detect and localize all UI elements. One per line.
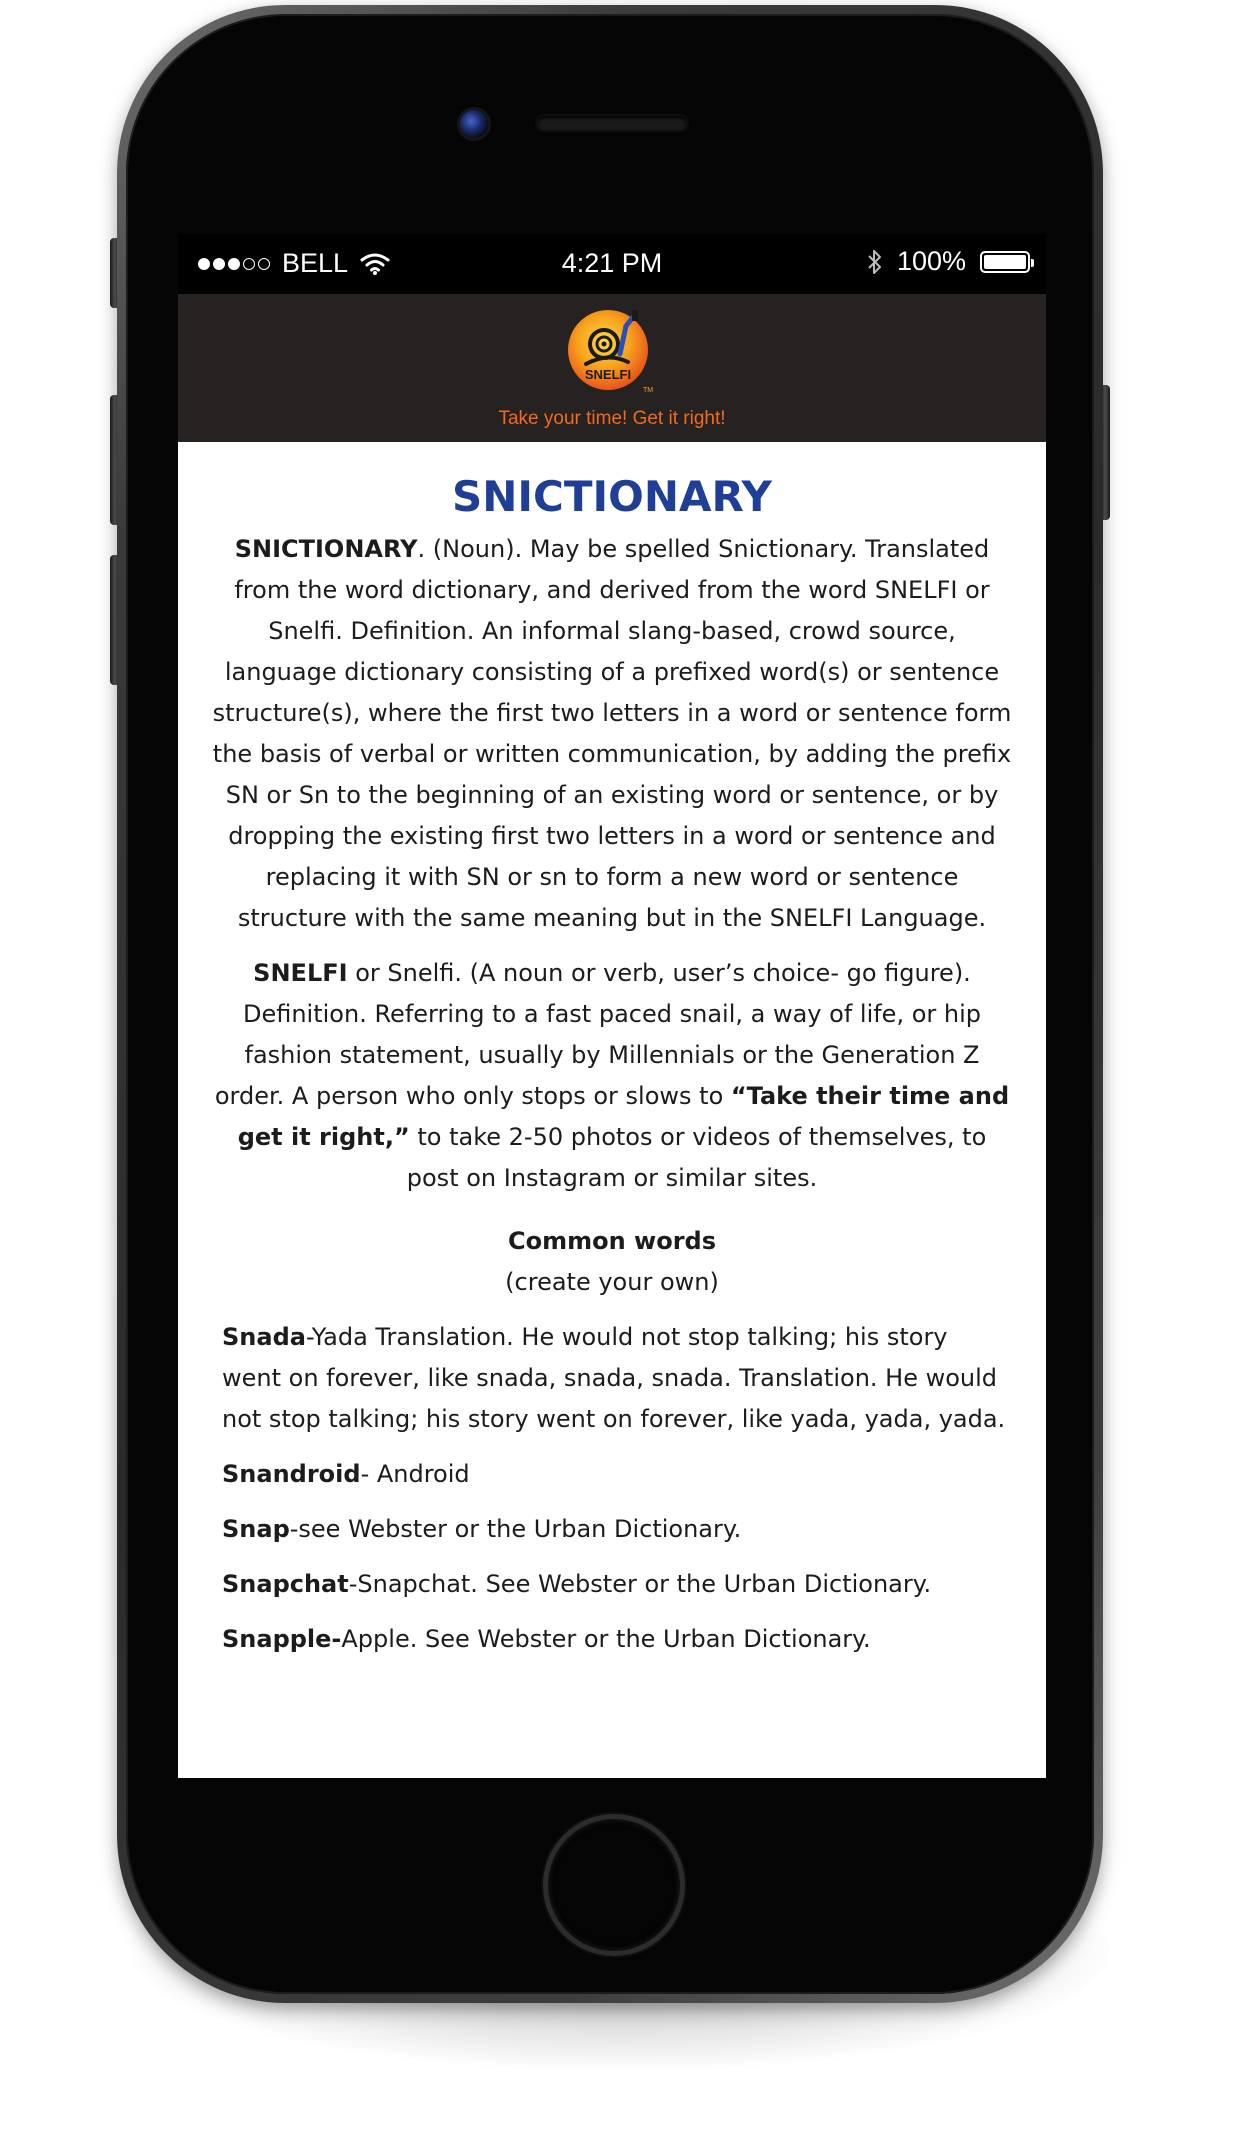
status-bar (178, 234, 1046, 294)
status-time: 4:21 PM (561, 248, 663, 278)
list-item (222, 1317, 1006, 1440)
carrier-label: BELL (282, 248, 349, 278)
word-term: Snapchat (222, 1570, 349, 1598)
snelfi-emphasis: “Take their time and get it right,” (237, 1082, 1010, 1151)
word-definition: - Android (360, 1460, 470, 1488)
list-item (222, 1619, 1006, 1660)
word-term: Snapple- (222, 1625, 342, 1653)
phone-screen (178, 234, 1046, 1778)
snelfi-text-a: or Snelfi. (A noun or verb, user’s choice- go figure). Definition. Referring to a fast paced snail, a way of life, or hip fashion statement, usually by Millennials or the Generation Z order. A person who only stops or slows to (214, 959, 981, 1110)
status-right (867, 246, 1030, 277)
battery-tip (1031, 259, 1034, 267)
common-words-title: Common words (507, 1227, 716, 1255)
list-item (222, 1564, 1006, 1605)
earpiece-speaker (537, 116, 687, 130)
word-list (222, 1317, 1006, 1660)
home-button[interactable] (543, 1814, 685, 1956)
word-definition: -Yada Translation. He would not stop talking; his story went on forever, like snada, snada, snada. Translation. He would not stop talking; his story went on forever, like yada, yada, yada. (222, 1323, 1006, 1433)
snelfi-text-b: to take 2-50 photos or videos of themselves, to post on Instagram or similar sites. (406, 1123, 987, 1192)
battery-level (984, 255, 1026, 269)
logo-trademark: TM (642, 387, 654, 394)
content-area[interactable] (178, 442, 1046, 1778)
word-term: Snada (222, 1323, 306, 1351)
list-item (222, 1454, 1006, 1495)
battery-icon (980, 251, 1030, 273)
tagline: Take your time! Get it right! (498, 408, 726, 429)
snictionary-term: SNICTIONARY (234, 535, 418, 563)
logo-text: SNELFI (584, 367, 632, 382)
page-title: SNICTIONARY (452, 472, 772, 521)
snictionary-definition (212, 529, 1012, 939)
app-header (178, 294, 1046, 442)
common-words-subtitle: (create your own) (505, 1268, 719, 1296)
word-term: Snap (222, 1515, 290, 1543)
snictionary-text: . (Noun). May be spelled Snictionary. Translated from the word dictionary, and derived from the word SNELFI or Snelfi. Definition. An informal slang-based, crowd source, language dictionary consisting of a prefixed word(s) or sentence structure(s), where the first two letters in a word or sentence form the basis of verbal or written communication, by adding the prefix SN or Sn to the beginning of an existing word or sentence, or by dropping the existing first two letters in a word or sentence and replacing it with SN or sn to form a new word or sentence structure with the same meaning but in the SNELFI Language. (212, 535, 1012, 932)
list-item (222, 1509, 1006, 1550)
bluetooth-icon (867, 248, 883, 276)
word-definition: -Snapchat. See Webster or the Urban Dictionary. (348, 1570, 932, 1598)
snelfi-term: SNELFI (253, 959, 348, 987)
word-term: Snandroid (222, 1460, 361, 1488)
snelfi-definition (212, 953, 1012, 1199)
word-definition: -see Webster or the Urban Dictionary. (289, 1515, 742, 1543)
battery-percent: 100% (896, 246, 966, 276)
snelfi-logo-icon[interactable] (564, 304, 660, 400)
word-definition: Apple. See Webster or the Urban Dictionary. (341, 1625, 871, 1653)
front-camera-icon (460, 110, 488, 138)
